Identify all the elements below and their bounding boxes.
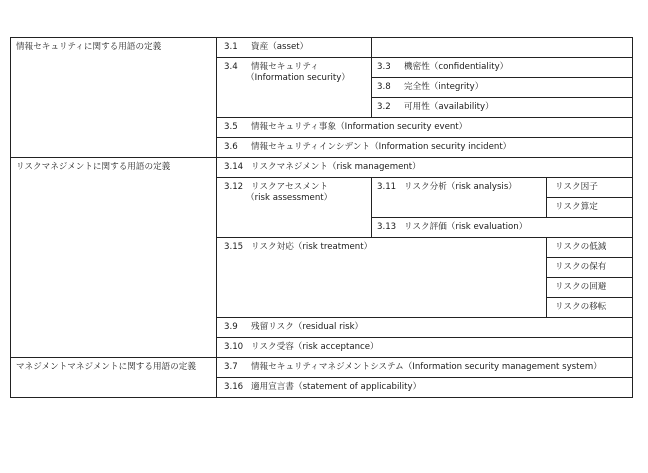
term-label-english: （risk assessment） [246, 193, 333, 203]
row-divider [216, 317, 633, 318]
term-risk-treatment [224, 241, 372, 253]
column-divider [216, 37, 217, 398]
category-label: 情報セキュリティに関する用語の定義 [16, 42, 162, 52]
column-divider [371, 177, 372, 237]
sub-item-risk-reduction: リスクの低減 [555, 242, 607, 252]
term-number: 3.1 [224, 42, 238, 52]
section-divider [10, 157, 633, 158]
row-divider [371, 77, 633, 78]
term-label: 情報セキュリティ [251, 62, 319, 72]
term-label: リスクアセスメント [251, 182, 329, 192]
row-divider [216, 377, 633, 378]
row-divider [371, 217, 633, 218]
term-label: 機密性（confidentiality） [404, 62, 509, 72]
row-divider [371, 97, 633, 98]
row-divider [216, 117, 633, 118]
sub-item-risk-retention: リスクの保有 [555, 262, 607, 272]
term-label: 適用宣言書（statement of applicability） [251, 382, 422, 392]
term-label: 完全性（integrity） [404, 82, 484, 92]
term-label: リスク分析（risk analysis） [404, 182, 517, 192]
term-number: 3.15 [224, 242, 244, 252]
term-number: 3.8 [377, 82, 391, 92]
term-number: 3.2 [377, 102, 391, 112]
term-label: 情報セキュリティマネジメントシステム（Information security management system） [251, 362, 602, 372]
row-divider [216, 237, 633, 238]
term-label: 情報セキュリティ事象（Information security event） [251, 122, 468, 132]
term-label-english: （Information security） [246, 73, 350, 83]
term-label: リスク対応（risk treatment） [251, 242, 373, 252]
term-label: リスクマネジメント（risk management） [251, 162, 421, 172]
column-divider [546, 177, 547, 217]
category-label: リスクマネジメントに関する用語の定義 [16, 162, 171, 172]
term-statement-of-applicability [224, 381, 421, 393]
term-number: 3.4 [224, 62, 238, 72]
row-divider [216, 177, 633, 178]
table-border-top [10, 37, 633, 38]
column-divider [546, 237, 547, 317]
term-label: 可用性（availability） [404, 102, 494, 112]
term-label: 残留リスク（residual risk） [251, 322, 364, 332]
term-number: 3.13 [377, 222, 397, 232]
term-label: 情報セキュリティインシデント（Information security incident） [251, 142, 512, 152]
sub-item-risk-estimation: リスク算定 [555, 202, 598, 212]
table-border-bottom [10, 397, 633, 398]
row-divider [546, 297, 633, 298]
term-security-event [224, 121, 467, 133]
term-definition-table [10, 37, 633, 434]
term-isms [224, 361, 602, 373]
term-number: 3.12 [224, 182, 244, 192]
term-security-incident [224, 141, 511, 153]
term-number: 3.9 [224, 322, 238, 332]
term-risk-management [224, 161, 421, 173]
term-integrity [377, 81, 483, 93]
term-label: 資産（asset） [251, 42, 309, 52]
row-divider [546, 257, 633, 258]
term-label: リスク評価（risk evaluation） [404, 222, 528, 232]
table-border-left [10, 37, 11, 398]
sub-item-risk-transfer: リスクの移転 [555, 302, 607, 312]
section-divider [10, 357, 633, 358]
sub-item-risk-avoidance: リスクの回避 [555, 282, 607, 292]
term-risk-evaluation [377, 221, 527, 233]
term-risk-analysis [377, 181, 517, 193]
term-availability [377, 101, 494, 113]
table-border-right [632, 37, 633, 398]
term-residual-risk [224, 321, 363, 333]
term-number: 3.5 [224, 122, 238, 132]
row-divider [216, 337, 633, 338]
term-number: 3.7 [224, 362, 238, 372]
term-number: 3.11 [377, 182, 397, 192]
term-number: 3.6 [224, 142, 238, 152]
term-number: 3.16 [224, 382, 244, 392]
sub-item-risk-factor: リスク因子 [555, 182, 598, 192]
row-divider [216, 57, 633, 58]
column-divider [371, 37, 372, 117]
row-divider [216, 137, 633, 138]
term-number: 3.14 [224, 162, 244, 172]
row-divider [546, 277, 633, 278]
term-label: リスク受容（risk acceptance） [251, 342, 379, 352]
term-confidentiality [377, 61, 508, 73]
term-asset [224, 41, 308, 53]
term-number: 3.3 [377, 62, 391, 72]
row-divider [546, 197, 633, 198]
term-risk-acceptance [224, 341, 379, 353]
category-label: マネジメントマネジメントに関する用語の定義 [16, 362, 196, 372]
term-number: 3.10 [224, 342, 244, 352]
